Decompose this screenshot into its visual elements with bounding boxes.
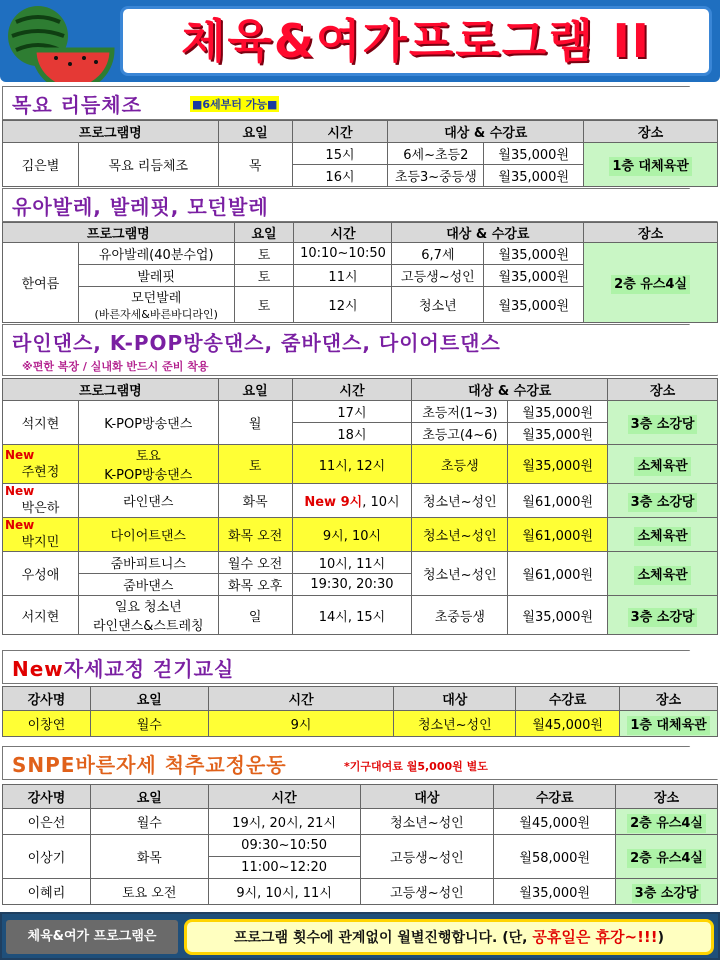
place-cell: 3층 소강당: [608, 401, 718, 445]
holiday-notice: 공휴일은 휴강~!!!: [532, 928, 658, 946]
day-cell: 월: [218, 401, 292, 445]
program-cell: 다이어트댄스: [78, 518, 218, 552]
place-cell: 3층 소강당: [608, 596, 718, 635]
fee-cell: 월45,000원: [494, 809, 616, 835]
fee-cell: 월35,000원: [484, 143, 584, 165]
target-cell: 청소년: [392, 287, 484, 323]
time-cell: 10:10~10:50: [294, 243, 392, 265]
instructor-cell: New 주현정: [3, 445, 79, 484]
fee-cell: 월35,000원: [484, 265, 584, 287]
place-cell: 1층 대체육관: [584, 143, 718, 187]
target-cell: 청소년~성인: [360, 809, 494, 835]
section-walking-header: [2, 650, 718, 684]
fee-cell: 월58,000원: [494, 835, 616, 879]
day-cell: 토: [218, 445, 292, 484]
col-place: 장소: [608, 379, 718, 401]
instructor-cell: 석지현: [3, 401, 79, 445]
day-cell: 월수: [90, 711, 208, 737]
fee-cell: 월35,000원: [508, 401, 608, 423]
day-cell: 화목: [90, 835, 208, 879]
col-target-fee: 대상 & 수강료: [388, 121, 584, 143]
time-cell: 9시: [208, 711, 394, 737]
fee-cell: 월45,000원: [516, 711, 620, 737]
time-cell: 11:00~12:20: [208, 857, 360, 879]
place-cell: 3층 소강당: [608, 484, 718, 518]
time-cell: 12시: [294, 287, 392, 323]
col-day: 요일: [234, 223, 294, 243]
time-cell: New 9시, 10시: [292, 484, 412, 518]
fee-cell: 월61,000원: [508, 518, 608, 552]
footer-label: 체육&여가 프로그램은: [6, 920, 178, 954]
day-cell: 일: [218, 596, 292, 635]
place-cell: 소체육관: [608, 445, 718, 484]
col-instructor: 강사명: [3, 785, 91, 809]
target-cell: 초중등생: [412, 596, 508, 635]
fee-cell: 월35,000원: [494, 879, 616, 905]
program-cell: 일요 청소년 라인댄스&스트레칭: [78, 596, 218, 635]
target-cell: 고등생~성인: [360, 879, 494, 905]
col-instructor: 강사명: [3, 687, 91, 711]
col-target-fee: 대상 & 수강료: [412, 379, 608, 401]
instructor-cell: 이은선: [3, 809, 91, 835]
col-program: 프로그램명: [3, 121, 219, 143]
time-cell: 19시, 20시, 21시: [208, 809, 360, 835]
target-cell: 청소년~성인: [412, 484, 508, 518]
time-cell: 14시, 15시: [292, 596, 412, 635]
target-cell: 고등생~성인: [392, 265, 484, 287]
program-sub: (바른자세&바른바디라인): [94, 308, 218, 321]
place-cell: 2층 유스4실: [584, 243, 718, 323]
col-target-fee: 대상 & 수강료: [392, 223, 584, 243]
target-cell: 초등3~중등생: [388, 165, 484, 187]
watermelon-icon: [4, 2, 116, 82]
day-cell: 월수: [90, 809, 208, 835]
section-note: ■6세부터 가능■: [192, 98, 278, 111]
col-place: 장소: [616, 785, 718, 809]
instructor-cell: 우성애: [3, 552, 79, 596]
instructor-cell: 김은별: [3, 143, 79, 187]
new-badge: New: [5, 484, 35, 498]
program-name: 모던발레: [131, 291, 182, 306]
time-cell: 11시: [294, 265, 392, 287]
day-cell: 화목: [218, 484, 292, 518]
time-cell: 9시, 10시: [292, 518, 412, 552]
section-title: SNPE바른자세 척추교정운동: [12, 753, 287, 777]
day-cell: 토: [234, 287, 294, 323]
section-note: ※편한 복장 / 실내화 반드시 준비 착용: [22, 360, 209, 373]
posture-table: [2, 784, 718, 905]
col-target: 대상: [360, 785, 494, 809]
section-title: New자세교정 걷기교실: [12, 657, 235, 681]
time-cell: 16시: [292, 165, 388, 187]
target-cell: 초등생: [412, 445, 508, 484]
section-title: 목요 리듬체조: [12, 93, 142, 117]
col-day: 요일: [90, 785, 208, 809]
col-target: 대상: [394, 687, 516, 711]
page-title: 체육&여가프로그램 II: [181, 14, 651, 68]
instructor-cell: 이혜리: [3, 879, 91, 905]
footer-notice: 프로그램 횟수에 관계없이 월별진행합니다. (단, 공휴일은 휴강~!!!): [184, 919, 714, 955]
col-time: 시간: [292, 379, 412, 401]
col-day: 요일: [90, 687, 208, 711]
time-cell: 19:30, 20:30: [292, 574, 412, 596]
program-cell: 목요 리듬체조: [78, 143, 218, 187]
instructor-cell: New 박지민: [3, 518, 79, 552]
ballet-table: [2, 222, 718, 323]
day-cell: 토요 오전: [90, 879, 208, 905]
day-cell: 목: [218, 143, 292, 187]
time-cell: 15시: [292, 143, 388, 165]
col-day: 요일: [218, 121, 292, 143]
col-time: 시간: [208, 785, 360, 809]
col-time: 시간: [208, 687, 394, 711]
page-header: [0, 0, 720, 82]
program-cell: 유아발레(40분수업): [78, 243, 234, 265]
fee-cell: 월35,000원: [508, 596, 608, 635]
instructor-cell: 이창연: [3, 711, 91, 737]
place-cell: 2층 유스4실: [616, 809, 718, 835]
program-cell: K-POP방송댄스: [78, 401, 218, 445]
fee-cell: 월35,000원: [508, 423, 608, 445]
instructor-cell: 한여름: [3, 243, 79, 323]
fee-cell: 월35,000원: [484, 243, 584, 265]
place-cell: 3층 소강당: [616, 879, 718, 905]
place-cell: 1층 대체육관: [620, 711, 718, 737]
target-cell: 초등고(4~6): [412, 423, 508, 445]
program-cell: [78, 287, 234, 323]
new-badge: New: [5, 518, 35, 532]
target-cell: 청소년~성인: [412, 552, 508, 596]
target-cell: 청소년~성인: [394, 711, 516, 737]
time-cell: 9시, 10시, 11시: [208, 879, 360, 905]
section-posture-header: [2, 746, 718, 780]
target-cell: 청소년~성인: [412, 518, 508, 552]
time-cell: 18시: [292, 423, 412, 445]
target-cell: 6,7세: [392, 243, 484, 265]
time-cell: 09:30~10:50: [208, 835, 360, 857]
target-cell: 고등생~성인: [360, 835, 494, 879]
col-program: 프로그램명: [3, 223, 235, 243]
fee-cell: 월35,000원: [508, 445, 608, 484]
program-cell: 발레핏: [78, 265, 234, 287]
fee-cell: 월61,000원: [508, 552, 608, 596]
target-cell: 초등저(1~3): [412, 401, 508, 423]
fee-cell: 월61,000원: [508, 484, 608, 518]
col-time: 시간: [294, 223, 392, 243]
walking-table: [2, 686, 718, 737]
place-cell: 소체육관: [608, 518, 718, 552]
section-ballet-header: [2, 188, 718, 222]
col-day: 요일: [218, 379, 292, 401]
instructor-cell: 서지현: [3, 596, 79, 635]
program-cell: 줌바피트니스: [78, 552, 218, 574]
col-place: 장소: [584, 121, 718, 143]
col-time: 시간: [292, 121, 388, 143]
day-cell: 화목 오후: [218, 574, 292, 596]
time-cell: 11시, 12시: [292, 445, 412, 484]
fee-cell: 월35,000원: [484, 165, 584, 187]
time-cell: 17시: [292, 401, 412, 423]
place-cell: 2층 유스4실: [616, 835, 718, 879]
instructor-cell: New 박은하: [3, 484, 79, 518]
col-fee: 수강료: [516, 687, 620, 711]
section-title: 라인댄스, K-POP방송댄스, 줌바댄스, 다이어트댄스: [12, 331, 501, 355]
instructor-cell: 이상기: [3, 835, 91, 879]
dance-table: [2, 378, 718, 635]
program-cell: 토요 K-POP방송댄스: [78, 445, 218, 484]
col-fee: 수강료: [494, 785, 616, 809]
section-note: *기구대여료 월5,000원 별도: [344, 760, 488, 773]
rhythm-table: [2, 120, 718, 187]
place-cell: 소체육관: [608, 552, 718, 596]
day-cell: 토: [234, 265, 294, 287]
fee-cell: 월35,000원: [484, 287, 584, 323]
day-cell: 월수 오전: [218, 552, 292, 574]
program-cell: 라인댄스: [78, 484, 218, 518]
col-program: 프로그램명: [3, 379, 219, 401]
section-dance-header: [2, 324, 718, 376]
target-cell: 6세~초등2: [388, 143, 484, 165]
new-badge: New: [5, 447, 35, 462]
col-place: 장소: [584, 223, 718, 243]
day-cell: 토: [234, 243, 294, 265]
section-rhythm-header: [2, 86, 718, 120]
program-cell: 줌바댄스: [78, 574, 218, 596]
col-place: 장소: [620, 687, 718, 711]
time-cell: 10시, 11시: [292, 552, 412, 574]
day-cell: 화목 오전: [218, 518, 292, 552]
section-title: 유아발레, 발레핏, 모던발레: [12, 195, 269, 219]
footer-banner: [0, 912, 720, 960]
